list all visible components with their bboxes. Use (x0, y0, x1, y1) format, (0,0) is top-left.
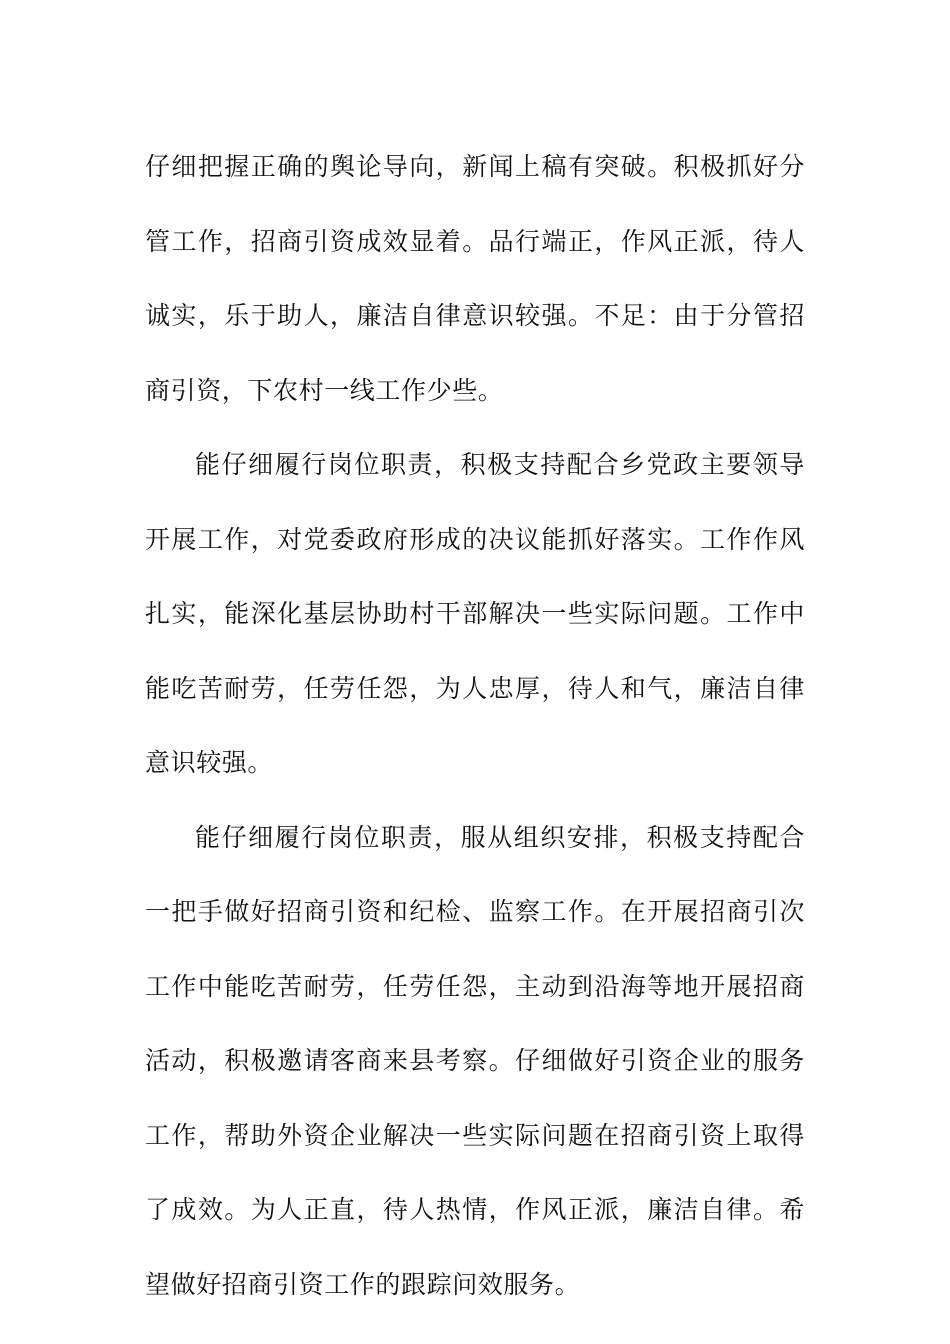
document-body (145, 130, 805, 1322)
paragraph-2: 能仔细履行岗位职责，积极支持配合乡党政主要领导开展工作，对党委政府形成的决议能抓好落实。工作作风扎实，能深化基层协助村干部解决一些实际问题。工作中能吃苦耐劳，任劳任怨，为人忠厚，待人和气，廉洁自律意识较强。 (145, 450, 805, 777)
paragraph-1: 仔细把握正确的舆论导向，新闻上稿有突破。积极抓好分管工作，招商引资成效显着。品行端正，作风正派，待人诚实，乐于助人，廉洁自律意识较强。不足：由于分管招商引资，下农村一线工作少些。 (145, 152, 805, 405)
paragraph-3: 能仔细履行岗位职责，服从组织安排，积极支持配合一把手做好招商引资和纪检、监察工作。在开展招商引次工作中能吃苦耐劳，任劳任怨，主动到沿海等地开展招商活动，积极邀请客商来县考察。仔细做好引资企业的服务工作，帮助外资企业解决一些实际问题在招商引资上取得了成效。为人正直，待人热情，作风正派，廉洁自律。希望做好招商引资工作的跟踪问效服务。 (145, 822, 805, 1299)
